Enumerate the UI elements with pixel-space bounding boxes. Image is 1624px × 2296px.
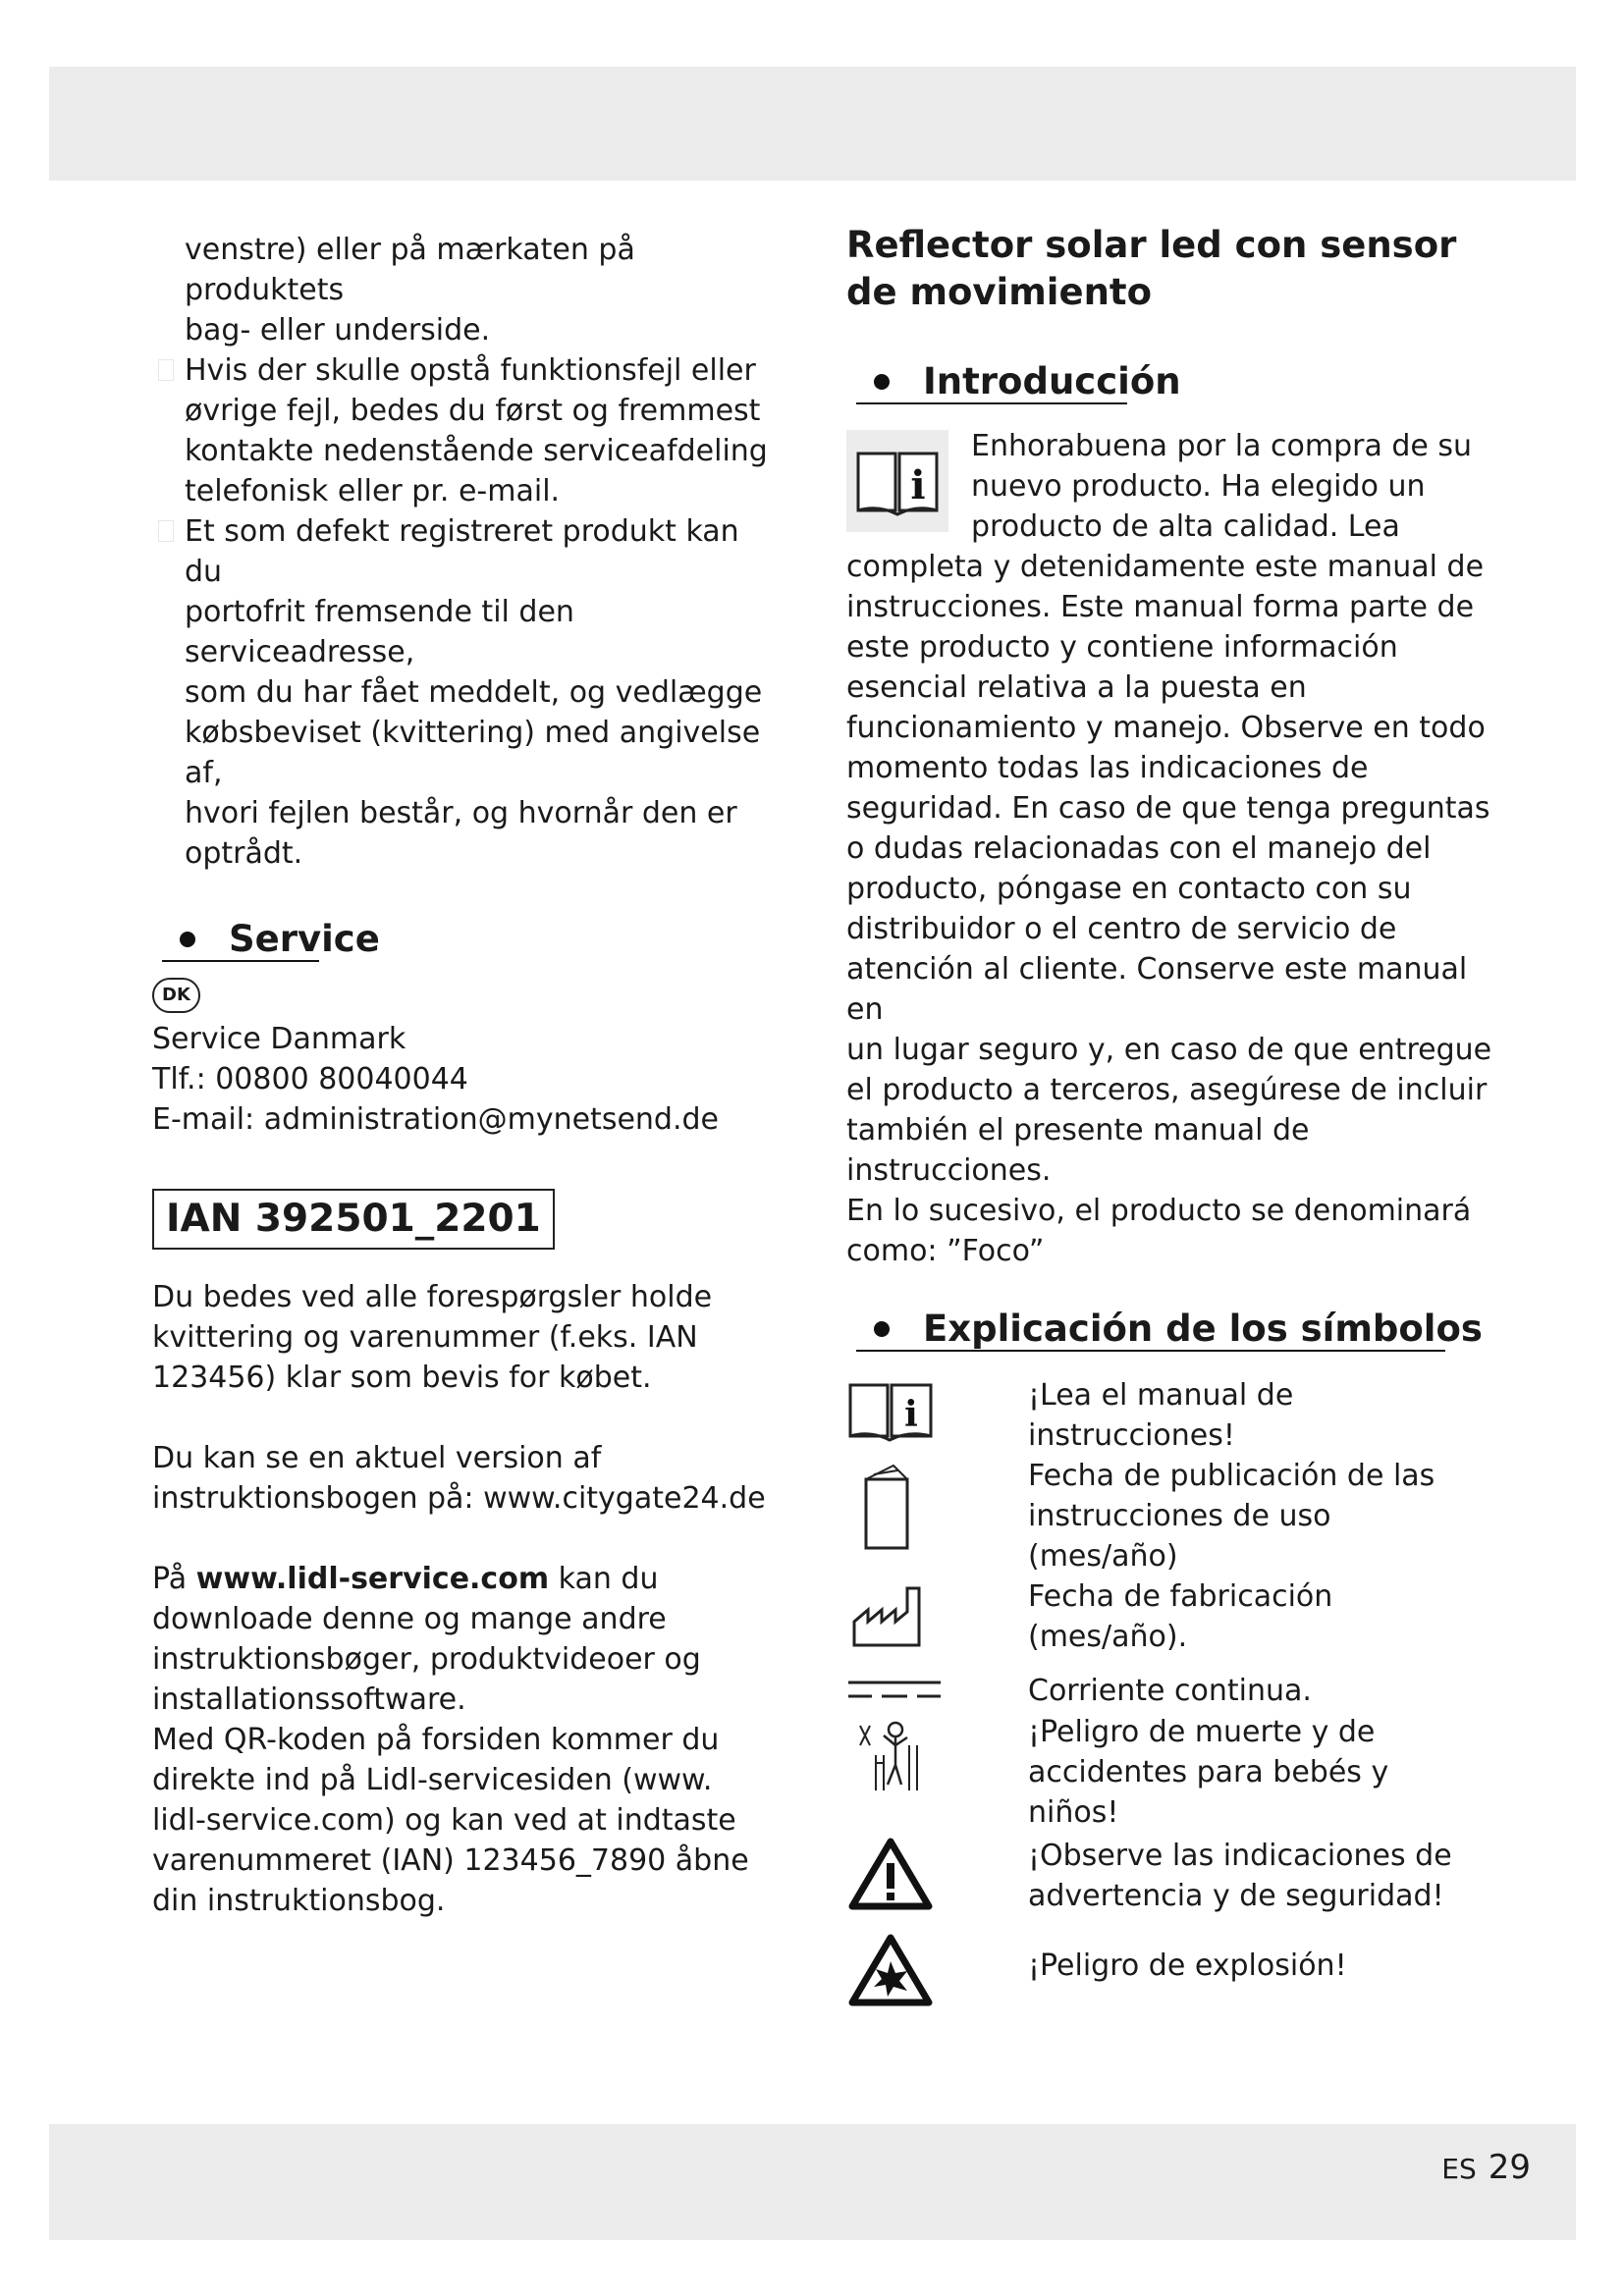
text-line: niños!	[1028, 1795, 1119, 1830]
text-line: el producto a terceros, asegúrese de incluir	[846, 1073, 1488, 1107]
text-line: como: ”Foco”	[846, 1234, 1045, 1268]
symbol-row	[846, 1836, 1504, 1946]
symbols-heading	[846, 1305, 1504, 1354]
country-badge: DK	[152, 978, 200, 1013]
text-line: también el presente manual de instrucciones.	[846, 1113, 1310, 1188]
bullet-malfunction	[152, 350, 781, 511]
symbol-description	[1028, 1671, 1504, 1712]
service-email: E-mail: administration@mynetsend.de	[152, 1102, 720, 1137]
booklet-icon	[846, 1456, 1028, 1576]
symbol-row	[846, 1946, 1504, 2004]
text-line: completa y detenidamente este manual de	[846, 550, 1485, 584]
text-line: nuevo producto. Ha elegido un	[971, 469, 1426, 504]
text-line: 123456) klar som bevis for købet.	[152, 1361, 652, 1395]
text-line: Enhorabuena por la compra de su	[971, 429, 1473, 463]
heading-bullet-icon	[874, 1321, 890, 1337]
text-fragment: På	[152, 1562, 196, 1596]
service-phone: Tlf.: 00800 80040044	[152, 1062, 468, 1096]
left-column	[152, 230, 781, 1921]
text-line: Med QR-koden på forsiden kommer du	[152, 1723, 720, 1757]
text-line: downloade denne og mange andre	[152, 1602, 667, 1636]
text-line: seguridad. En caso de que tenga preguntas	[846, 791, 1490, 826]
page-number	[1441, 2148, 1531, 2187]
text-line: hvori fejlen består, og hvornår den er	[185, 796, 737, 830]
text-line: funcionamiento y manejo. Observe en todo	[846, 711, 1486, 745]
text-line: (mes/año).	[1028, 1620, 1188, 1654]
symbol-description	[1028, 1456, 1504, 1576]
title-line: Reflector solar led con sensor	[846, 224, 1457, 266]
text-line: direkte ind på Lidl-servicesiden (www.	[152, 1763, 713, 1797]
text-line: En lo sucesivo, el producto se denominará	[846, 1194, 1472, 1228]
product-title	[846, 222, 1504, 316]
lidl-service-paragraph	[152, 1559, 781, 1921]
header-band	[49, 67, 1576, 181]
text-line: o dudas relacionadas con el manejo del	[846, 831, 1432, 866]
text-line: distribuidor o el centro de servicio de	[846, 912, 1397, 946]
warning-triangle-icon	[846, 1836, 1028, 1946]
svg-text:i: i	[910, 462, 926, 508]
text-line: instrucciones de uso	[1028, 1499, 1331, 1533]
child-danger-icon	[846, 1712, 1028, 1836]
symbol-description	[1028, 1576, 1504, 1671]
language-code: ES	[1441, 2153, 1477, 2185]
paragraph-label-location	[152, 230, 781, 350]
intro-heading	[846, 357, 1504, 406]
lidl-service-link[interactable]: www.lidl-service.com	[195, 1562, 550, 1596]
text-line: ¡Peligro de explosión!	[1028, 1949, 1347, 1983]
intro-text	[846, 426, 1504, 1271]
text-line: Du bedes ved alle forespørgsler holde	[152, 1280, 713, 1314]
direct-current-icon	[846, 1671, 1028, 1712]
intro-heading-text: Introducción	[923, 360, 1181, 402]
footer-band	[49, 2124, 1576, 2240]
page-number-value: 29	[1488, 2148, 1531, 2187]
text-line: varenummeret (IAN) 123456_7890 åbne	[152, 1843, 749, 1878]
heading-underline	[162, 960, 319, 962]
text-line: Du kan se en aktuel version af	[152, 1441, 602, 1475]
text-line	[152, 1559, 781, 1599]
text-line: instrucciones!	[1028, 1418, 1235, 1453]
bullet-marker	[158, 359, 174, 381]
symbol-description	[1028, 1375, 1504, 1456]
right-column	[846, 222, 1504, 2004]
text-line: ¡Lea el manual de	[1028, 1378, 1294, 1413]
text-line: atención al cliente. Conserve este manual en	[846, 952, 1468, 1027]
text-line: portofrit fremsende til den serviceadresse,	[185, 595, 574, 669]
symbol-row	[846, 1375, 1504, 1456]
symbol-row	[846, 1712, 1504, 1836]
text-line: accidentes para bebés y	[1028, 1755, 1389, 1789]
text-line: kontakte nedenstående serviceafdeling	[185, 434, 768, 468]
text-line: Corriente continua.	[1028, 1674, 1312, 1708]
text-line: din instruktionsbog.	[152, 1884, 446, 1918]
symbol-description	[1028, 1836, 1504, 1946]
text-line: producto, póngase en contacto con su	[846, 872, 1412, 906]
text-line: este producto y contiene información	[846, 630, 1398, 665]
symbol-description	[1028, 1712, 1504, 1836]
symbol-row	[846, 1456, 1504, 1576]
text-line: installationssoftware.	[152, 1682, 466, 1717]
bullet-defect-return	[152, 511, 781, 874]
text-line: momento todas las indicaciones de	[846, 751, 1369, 785]
text-line: optrådt.	[185, 836, 303, 871]
text-line: esencial relativa a la puesta en	[846, 670, 1307, 705]
text-line: ¡Observe las indicaciones de	[1028, 1839, 1452, 1873]
text-line: venstre) eller på mærkaten på produktets	[185, 233, 635, 307]
symbol-row	[846, 1576, 1504, 1671]
ian-note	[152, 1277, 781, 1398]
manual-info-icon	[846, 1375, 1028, 1456]
text-line: advertencia y de seguridad!	[1028, 1879, 1444, 1913]
text-line: lidl-service.com) og kan ved at indtaste	[152, 1803, 736, 1838]
text-fragment: kan du	[549, 1562, 659, 1596]
text-line: instrucciones. Este manual forma parte de	[846, 590, 1475, 624]
symbols-table	[846, 1375, 1504, 2004]
text-line: instruktionsbogen på: www.citygate24.de	[152, 1481, 766, 1516]
heading-underline	[856, 402, 1127, 404]
heading-bullet-icon	[874, 374, 890, 390]
service-heading-text: Service	[229, 918, 380, 960]
text-line: ¡Peligro de muerte y de	[1028, 1715, 1376, 1749]
svg-text:i: i	[904, 1394, 918, 1435]
factory-icon	[846, 1576, 1028, 1671]
symbol-row	[846, 1671, 1504, 1712]
text-line: bag- eller underside.	[185, 313, 491, 347]
title-line: de movimiento	[846, 271, 1153, 313]
text-line: Et som defekt registreret produkt kan du	[185, 514, 739, 589]
text-line: Fecha de publicación de las	[1028, 1459, 1435, 1493]
text-line: som du har fået meddelt, og vedlægge	[185, 675, 763, 710]
bullet-marker	[158, 520, 174, 542]
symbol-description	[1028, 1946, 1504, 2004]
service-heading	[152, 915, 781, 964]
text-line: instruktionsbøger, produktvideoer og	[152, 1642, 701, 1677]
text-line: un lugar seguro y, en caso de que entregue	[846, 1033, 1492, 1067]
text-line: Hvis der skulle opstå funktionsfejl eller	[185, 353, 756, 388]
text-line: øvrige fejl, bedes du først og fremmest	[185, 394, 761, 428]
symbols-heading-text: Explicación de los símbolos	[923, 1308, 1483, 1350]
text-line: kvittering og varenummer (f.eks. IAN	[152, 1320, 698, 1355]
explosion-warning-icon	[846, 1946, 1028, 2004]
service-name: Service Danmark	[152, 1022, 406, 1056]
text-line: (mes/año)	[1028, 1539, 1178, 1574]
text-line: telefonisk eller pr. e-mail.	[185, 474, 561, 508]
version-note	[152, 1438, 781, 1519]
ian-number: IAN 392501_2201	[152, 1189, 555, 1250]
text-line: producto de alta calidad. Lea	[971, 509, 1400, 544]
intro-section	[846, 426, 1504, 1271]
text-line: Fecha de fabricación	[1028, 1579, 1333, 1614]
heading-underline	[856, 1350, 1445, 1352]
text-line: købsbeviset (kvittering) med angivelse af,	[185, 716, 761, 790]
service-contact	[152, 1019, 781, 1140]
manual-info-icon	[846, 430, 948, 532]
heading-bullet-icon	[180, 932, 195, 947]
